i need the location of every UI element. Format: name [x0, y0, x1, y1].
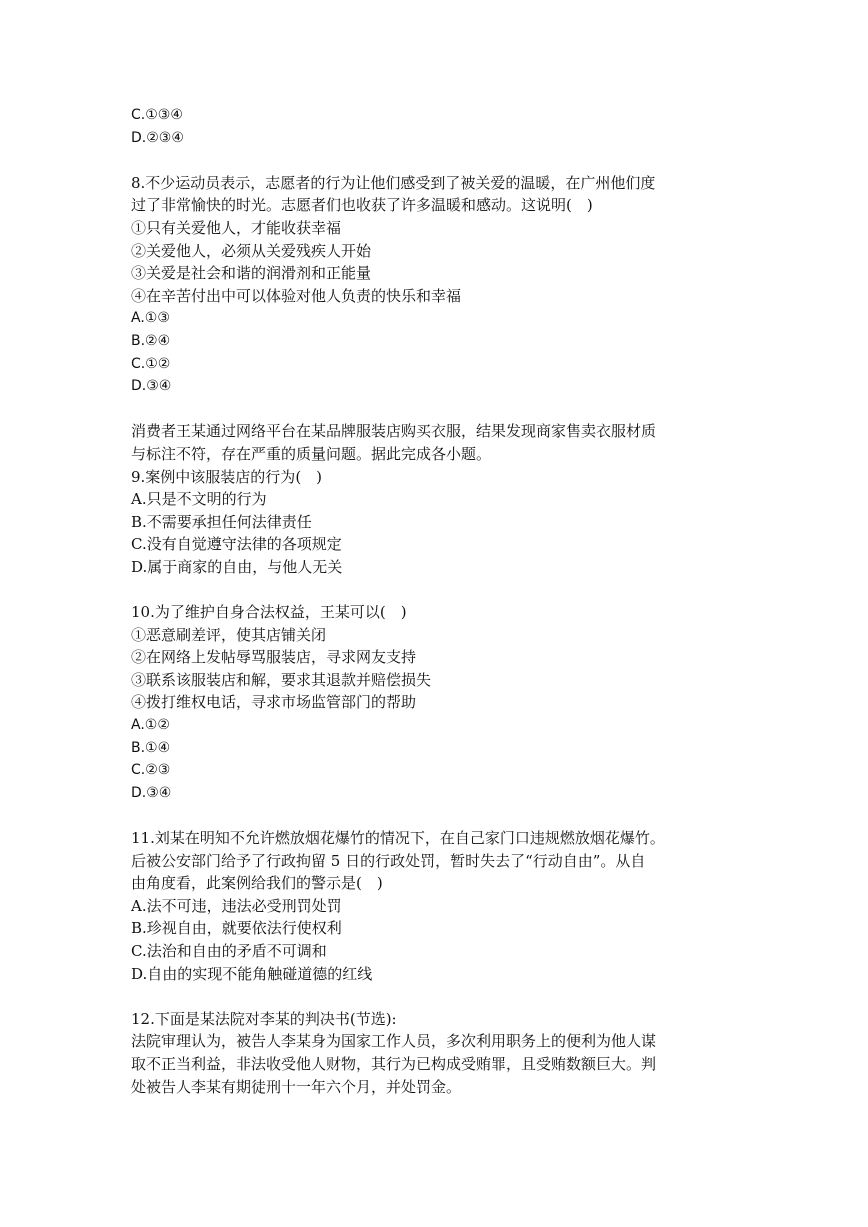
question-stem: 过了非常愉快的时光。志愿者们也收获了许多温暖和感动。这说明( ) — [131, 196, 593, 215]
option-c: C.法治和自由的矛盾不可调和 — [131, 941, 327, 960]
option-b: B.②④ — [131, 332, 171, 349]
question-9 — [131, 466, 751, 579]
option-c: C.没有自觉遵守法律的各项规定 — [131, 535, 342, 554]
option-a: A.法不可违，违法必受刑罚处罚 — [131, 896, 342, 915]
question-11 — [131, 827, 751, 985]
statement-3: ③关爱是社会和谐的润滑剂和正能量 — [131, 264, 372, 283]
statement-1: ①只有关爱他人，才能收获幸福 — [131, 218, 342, 237]
option-d: D.自由的实现不能角触碰道德的红线 — [131, 964, 373, 983]
spacer — [131, 578, 751, 601]
statement-2: ②关爱他人，必须从关爱残疾人开始 — [131, 241, 372, 260]
question-12 — [131, 1008, 751, 1098]
question-stem: 11.刘某在明知不允许燃放烟花爆竹的情况下，在自己家门口违规燃放烟花爆竹。 — [131, 829, 665, 847]
option-d: D.属于商家的自由，与他人无关 — [131, 557, 343, 576]
shared-material — [131, 420, 751, 465]
question-stem: 12.下面是某法院对李某的判决书(节选): — [131, 1009, 397, 1028]
option-c: C.②③ — [131, 762, 171, 779]
spacer — [131, 398, 751, 421]
question-stem: 8.不少运动员表示，志愿者的行为让他们感受到了被关爱的温暖，在广州他们度 — [131, 173, 656, 192]
option-d: D.②③④ — [131, 129, 184, 146]
spacer — [131, 149, 751, 172]
question-stem: 10.为了维护自身合法权益，王某可以( ) — [131, 603, 407, 622]
option-c: C.①② — [131, 355, 171, 372]
spacer — [131, 804, 751, 827]
statement-2: ②在网络上发帖辱骂服装店，寻求网友支持 — [131, 648, 417, 667]
material-text: 与标注不符，存在严重的质量问题。据此完成各小题。 — [131, 444, 492, 463]
material-text: 消费者王某通过网络平台在某品牌服装店购买衣服，结果发现商家售卖衣服材质 — [131, 422, 657, 441]
statement-3: ③联系该服装店和解，要求其退款并赔偿损失 — [131, 670, 432, 689]
question-10 — [131, 601, 751, 804]
document-content — [131, 104, 751, 1098]
statement-1: ①恶意刷差评，使其店铺关闭 — [131, 625, 327, 644]
option-a: A.①② — [131, 717, 170, 734]
judgment-text: 处被告人李某有期徒刑十一年六个月，并处罚金。 — [131, 1077, 462, 1096]
judgment-text: 法院审理认为，被告人李某身为国家工作人员，多次利用职务上的便利为他人谋 — [131, 1032, 657, 1051]
spacer — [131, 985, 751, 1008]
option-a: A.①③ — [131, 310, 170, 327]
option-a: A.只是不文明的行为 — [131, 490, 267, 509]
option-b: B.珍视自由，就要依法行使权利 — [131, 919, 342, 938]
statement-4: ④拨打维权电话，寻求市场监管部门的帮助 — [131, 693, 417, 712]
question-stem: 后被公安部门给予了行政拘留 5 日的行政处罚，暂时失去了“行动自由”。从自 — [131, 851, 646, 870]
question-stem: 9.案例中该服装店的行为( ) — [131, 467, 323, 486]
option-d: D.③④ — [131, 784, 172, 801]
judgment-text: 取不正当利益，非法收受他人财物，其行为已构成受贿罪，且受贿数额巨大。判 — [131, 1054, 657, 1073]
option-b: B.①④ — [131, 739, 171, 756]
option-c: C.①③④ — [131, 107, 183, 123]
question-7-tail — [131, 104, 751, 149]
statement-4: ④在辛苦付出中可以体验对他人负责的快乐和幸福 — [131, 286, 462, 305]
question-8 — [131, 172, 751, 398]
option-b: B.不需要承担任何法律责任 — [131, 512, 312, 531]
question-stem: 由角度看，此案例给我们的警示是( ) — [131, 874, 383, 893]
option-d: D.③④ — [131, 378, 172, 395]
